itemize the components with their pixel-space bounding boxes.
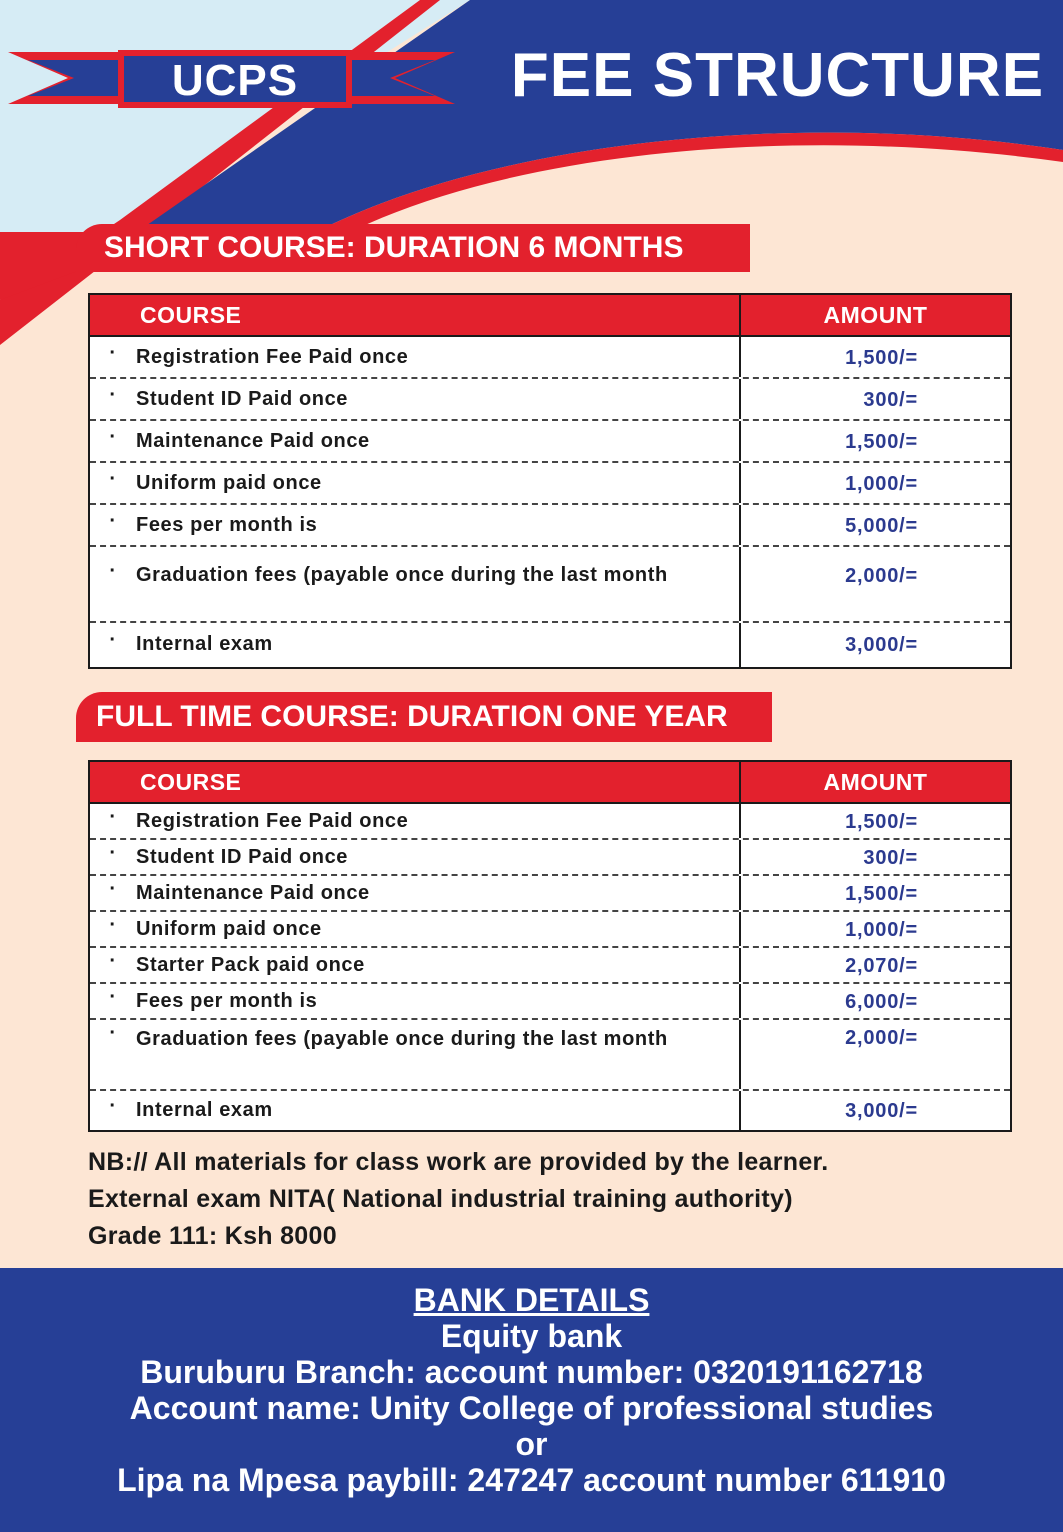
bullet-icon: ·	[109, 914, 117, 936]
amount-cell: 1,000/=	[845, 919, 918, 941]
course-label: Fees per month is	[136, 514, 318, 536]
course-label: Graduation fees (payable once during the last month	[136, 1028, 668, 1050]
amount-cell: 2,000/=	[845, 565, 918, 587]
full-time-course-title: FULL TIME COURSE: DURATION ONE YEAR	[96, 700, 728, 733]
bank-account-number: Buruburu Branch: account number: 0320191162718	[140, 1354, 923, 1390]
amount-cell: 3,000/=	[845, 1100, 918, 1122]
table-row	[90, 804, 1010, 840]
course-cell	[90, 547, 741, 621]
course-cell	[90, 948, 741, 982]
bullet-icon: ·	[109, 878, 117, 900]
table-row	[90, 912, 1010, 948]
bullet-icon: ·	[109, 950, 117, 972]
short-course-table	[88, 293, 1012, 669]
course-cell	[90, 1091, 741, 1130]
bullet-icon: ·	[109, 629, 117, 651]
table-row	[90, 1020, 1010, 1091]
course-label: Student ID Paid once	[136, 846, 349, 868]
amount-cell: 1,500/=	[845, 347, 918, 369]
bullet-icon: ·	[109, 384, 117, 406]
course-cell	[90, 463, 741, 503]
logo: UCPS	[171, 56, 299, 105]
amount-cell: 6,000/=	[845, 991, 918, 1013]
course-label: Uniform paid once	[136, 918, 322, 940]
course-column-header: COURSE	[90, 295, 741, 335]
notes-section	[88, 1144, 1048, 1255]
course-label: Starter Pack paid once	[136, 954, 365, 976]
course-cell	[90, 984, 741, 1018]
bullet-icon: ·	[109, 986, 117, 1008]
amount-cell: 1,500/=	[845, 431, 918, 453]
course-label: Internal exam	[136, 633, 273, 655]
bank-or-separator: or	[515, 1426, 548, 1462]
bullet-icon: ·	[109, 510, 117, 532]
amount-cell: 3,000/=	[845, 634, 918, 656]
table-row	[90, 1091, 1010, 1130]
bullet-icon: ·	[109, 468, 117, 490]
amount-column-header: AMOUNT	[823, 768, 928, 795]
table-row	[90, 948, 1010, 984]
table-row	[90, 547, 1010, 623]
course-cell	[90, 337, 741, 377]
full-time-course-table	[88, 760, 1012, 1132]
course-label: Maintenance Paid once	[136, 430, 370, 452]
amount-cell: 1,500/=	[845, 883, 918, 905]
course-label: Registration Fee Paid once	[136, 346, 409, 368]
full-time-course-banner	[76, 692, 772, 742]
bank-name: Equity bank	[440, 1318, 623, 1354]
bullet-icon: ·	[109, 1022, 117, 1044]
course-label: Maintenance Paid once	[136, 882, 370, 904]
table-row	[90, 337, 1010, 379]
amount-cell: 1,500/=	[845, 811, 918, 833]
table-row	[90, 840, 1010, 876]
amount-cell: 2,000/=	[845, 1027, 918, 1049]
course-cell	[90, 840, 741, 874]
amount-column-header: AMOUNT	[823, 301, 928, 328]
bullet-icon: ·	[109, 342, 117, 364]
course-cell	[90, 876, 741, 910]
note-line: External exam NITA( National industrial training authority)	[88, 1185, 793, 1213]
table-row	[90, 421, 1010, 463]
course-cell	[90, 804, 741, 838]
bullet-icon: ·	[109, 1095, 117, 1117]
bullet-icon: ·	[109, 806, 117, 828]
bank-details-heading: BANK DETAILS	[413, 1282, 650, 1318]
table-row	[90, 463, 1010, 505]
amount-cell: 5,000/=	[845, 515, 918, 537]
page-title: FEE STRUCTURE	[510, 41, 1045, 110]
table-row	[90, 876, 1010, 912]
note-line: NB:// All materials for class work are provided by the learner.	[88, 1148, 829, 1176]
note-line: Grade 111: Ksh 8000	[88, 1222, 337, 1250]
course-cell	[90, 421, 741, 461]
short-course-banner	[76, 224, 750, 272]
table-header	[90, 295, 1010, 337]
amount-cell: 300/=	[863, 847, 918, 869]
amount-cell: 1,000/=	[845, 473, 918, 495]
amount-cell: 2,070/=	[845, 955, 918, 977]
course-column-header: COURSE	[90, 762, 741, 802]
course-label: Registration Fee Paid once	[136, 810, 409, 832]
bullet-icon: ·	[109, 560, 117, 582]
course-label: Internal exam	[136, 1099, 273, 1121]
course-label: Graduation fees (payable once during the last month	[136, 564, 668, 586]
course-cell	[90, 1020, 741, 1089]
table-row	[90, 505, 1010, 547]
mpesa-paybill: Lipa na Mpesa paybill: 247247 account number 611910	[117, 1462, 946, 1498]
bank-account-name: Account name: Unity College of professional studies	[129, 1390, 934, 1426]
course-cell	[90, 505, 741, 545]
course-cell	[90, 912, 741, 946]
short-course-title: SHORT COURSE: DURATION 6 MONTHS	[104, 231, 684, 264]
course-label: Student ID Paid once	[136, 388, 349, 410]
bullet-icon: ·	[109, 842, 117, 864]
course-cell	[90, 379, 741, 419]
course-label: Fees per month is	[136, 990, 318, 1012]
course-cell	[90, 623, 741, 667]
table-row	[90, 984, 1010, 1020]
course-label: Uniform paid once	[136, 472, 322, 494]
bank-details-section	[0, 1268, 1063, 1532]
table-header	[90, 762, 1010, 804]
bullet-icon: ·	[109, 426, 117, 448]
amount-cell: 300/=	[863, 389, 918, 411]
table-row	[90, 623, 1010, 667]
table-row	[90, 379, 1010, 421]
